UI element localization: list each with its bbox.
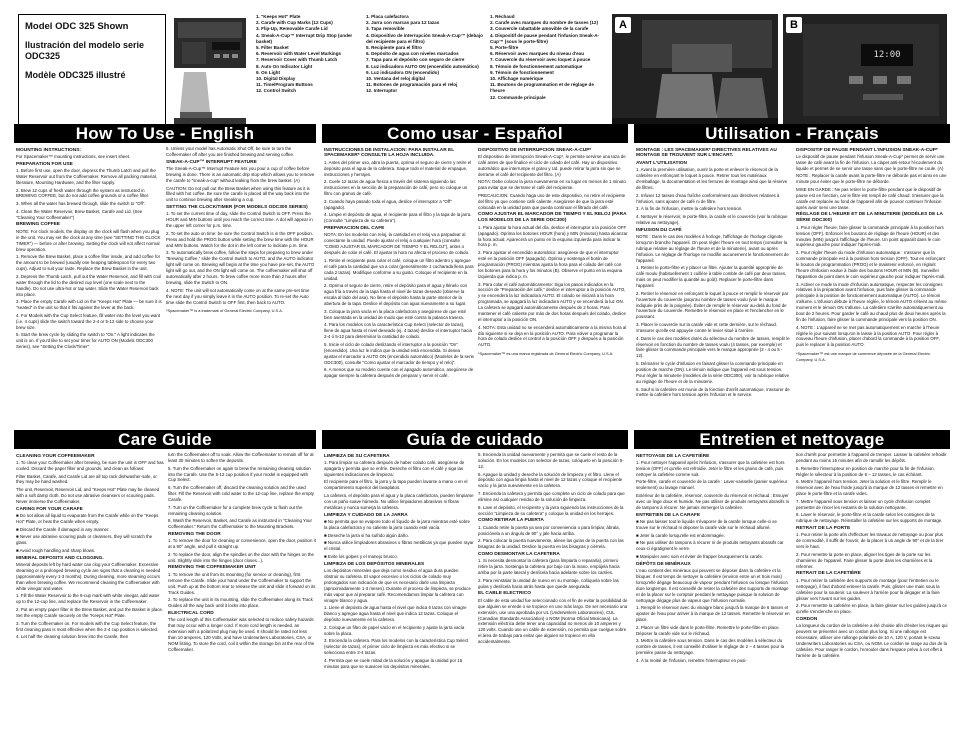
section-heading: COMO AJUSTAR EL MARCADOR DE TIEMPO Y EL RELOJ (PARA LOS MODELOS DE LA SERIE ODC300) bbox=[478, 212, 627, 224]
parts-list-es bbox=[366, 14, 486, 95]
paragraph: 4. Clean the Water Reservoir, Brew Basket, Carafe and Lid. (See "Cleaning Your Coffeemaker") bbox=[16, 208, 143, 220]
part-item: 3. Flip-Up, Removable Carafe Lid bbox=[256, 26, 328, 32]
part-item: 12. Interruptor bbox=[366, 88, 398, 94]
paragraph: ■ Ne pas laisser tout le liquide s'évaporer de la carafe lorsque celle-ci se trouve sur le réchaud ni déposer la carafe vide sur le réchaud allumé. bbox=[636, 518, 777, 530]
paragraph: 3. Coloque la jarra vacía en la placa calefactora y asegúrese de que esté bien asentada en la unidad de modo que esté contra la palanca trasera. bbox=[324, 308, 467, 320]
paragraph: 2. To replace the unit in its mounting, slide the Coffeemaker along its Track Guides all the way back until it locks into place. bbox=[168, 597, 313, 609]
banner-how-fr: Utilisation - Français bbox=[634, 124, 950, 143]
banner-how-es: Como usar - Español bbox=[322, 124, 628, 143]
paragraph: 5. Encienda la unidad nuevamente y permita que se cuele el resto de la solución. En los modelos con selector de tazas, colóquelo en la posición 5-12. bbox=[478, 452, 624, 469]
paragraph: ■ Manipuler avec soin et éviter de frapper brusquement la carafe. bbox=[636, 553, 764, 559]
part-item: 1. "Keeps Hot" Plate bbox=[256, 14, 301, 19]
section-heading: RETRAIT DE LA CAFETIÈRE bbox=[796, 571, 861, 577]
section-heading: INFUSION DU CAFÉ bbox=[636, 227, 682, 233]
paragraph: 1. Retirer le porte-filtre et y placer un filtre. Ajouter la quantité appropriée de café moulu (habituellement 1 cuillère à table comble de café par deux tasses, mais on peut modifier la quantité au goût). Replacer le porte-filtre dans l'appareil. bbox=[636, 265, 787, 289]
section-heading: COMO DESMONTAR LA CAFETERA bbox=[478, 551, 560, 557]
part-item: 11. Botones de programación para el reloj bbox=[366, 82, 458, 88]
paragraph: 3. Place the empty Carafe with Lid on the "Keeps Hot" Plate — be sure it is "seated" in the unit so that it fits against the lever at the back. bbox=[16, 299, 162, 311]
paragraph: 1. Retire el recipiente para colar el café, coloque un filtro adentro y agregue el café para la cantidad que va a colar (generalmente 1 cucharada llena para cada 2 tazas). Modifique conforme a su gusto. Coloque el recipiente en la unidad. bbox=[324, 257, 474, 281]
banner-care-en: Care Guide bbox=[14, 430, 316, 449]
how-es-col2 bbox=[478, 146, 628, 428]
coffeemaker-illustration bbox=[172, 14, 250, 132]
control-panel-illustration bbox=[783, 14, 947, 124]
paragraph: turn the Coffeemaker off to soak. Allow the Coffeemaker to remain off for at least 30 minutes to soften the deposits. bbox=[168, 452, 314, 463]
paragraph: NOTA: Debe colocar la jarra nuevamente en su lugar en menos de 1 minuto para evitar que se derrame el café del recipiente. bbox=[478, 179, 626, 191]
section-heading: COMO RETIRAR LA PUERTA bbox=[478, 518, 544, 524]
paragraph: 2. Brew 12 cups of fresh water through the system as instructed in BREWING COFFEE, but do not add coffee grounds or a coffee filter. bbox=[16, 187, 150, 199]
paragraph: The unit, Reservoir, Reservoir Lid, and "Keeps Hot" Plate may be cleaned with a soft damp cloth. Do not use abrasive cleansers or scouring pads. Never immerse the Coffeemaker. bbox=[16, 487, 160, 504]
paragraph: 2. To replace the door, align the spindles on the door with the hinges on the unit. Slightly slide into the hinges (door closes...). bbox=[168, 551, 314, 563]
paragraph: NOTA: En los modelos con reloj, la cantidad en el reloj va a parpadear al conectarse la unidad. Puede ajustar el reloj a cualquier hora (consulte "COMO AJUSTAR EL MARCADOR DE TIEMPO Y EL RELOJ"), antes o después de colar el café. El ajustar la hora no afecta el proceso de colado. bbox=[324, 232, 470, 256]
part-item: 5. Filter Basket bbox=[256, 45, 289, 51]
paragraph: ■ Never use abrasive scouring pads or cleansers, they will scratch the glass. bbox=[16, 534, 153, 546]
section-heading: ENTRETIEN DE LA CARAFE bbox=[636, 512, 701, 518]
paragraph: 1. To set the current time of day, slide the Control Switch to OFF. Press the HOUR and MIN buttons until you reach the correct time. A dot will appear in the upper left corner for p.m. time. bbox=[166, 211, 313, 229]
paragraph: NOTE: For clock models, the display on the clock will flash when you plug in the unit. You may set the clock at any time (see "SETTING THE CLOCK TIMER") — before or after brewing. Setting the clock will not affect normal brew operation. bbox=[16, 228, 161, 252]
paragraph: 4. Nettoyer le réservoir, le porte-filtre, la carafe et le couvercle (voir la rubrique relative au nettoyage). bbox=[636, 213, 788, 225]
paragraph: 3. When all the water has brewed through, slide the switch to "Off". bbox=[16, 201, 146, 207]
section-heading: MONTAGE : LES SPACEMAKER* DIRECTIVES RELATIVES AU MONTAGE SE TROUVENT SUR L'ENCART. bbox=[636, 147, 777, 159]
paragraph: 6. Unless your model has Automatic Shut Off, be sure to turn the Coffeemaker off after you are finished brewing and serving coffee. bbox=[166, 146, 295, 157]
paragraph: ■ No permita que se evapore todo el líquido de la jarra mientras esté sobre la placa calefactora y no caliente la jarra cuando esté vacía. bbox=[324, 518, 470, 530]
paragraph: 1. Antes del primer uso, abra la puerta, oprima el seguro de cierre y retire el depósito para el agua de la cafetera. Saque todo el material de empaque, instrucciones y herrajes. bbox=[324, 159, 472, 177]
part-item: 10. Digital Display bbox=[256, 76, 296, 82]
paragraph: 6. Apague la unidad y deseche la solución de limpieza y el filtro. Llene el depósito con agua limpia hasta el nivel de 12 tazas y coloque el recipiente vacío y la jarra nuevamente en la cafetera. bbox=[478, 471, 623, 489]
part-item: 6. Depósito de agua con niveles marcados bbox=[366, 51, 459, 57]
paragraph: 1. Pour régler l'heure, faire glisser la commande principale à la position hors tension (OFF). Enfoncer les boutons de réglage de l'heure (HOUR) et des minutes (MIN) jusqu'à l'affichage de l'heure. Un point apparaît dans le coin supérieur gauche pour indiquer l'après-midi. bbox=[796, 224, 944, 248]
paragraph: 1. Fill the Water Reservoir to the 6-cup mark with white vinegar, add water up to the 12-cup line, and replace the Reservoir in the Coffeemaker. bbox=[16, 593, 160, 605]
paragraph: L'eau contient des minéraux qui peuvent se déposer dans la cafetière et la bloquer. Il est temps de nettoyer la cafetière (environ entre un et trois mois) lorsqu'elle dégage beaucoup de vapeur pendant l'infusion ou lorsque l'infusion dure longtemps. Il est conseillé de retirer la cafetière des supports de montage et de la placer sur le comptoir pendant le nettoyage puisque la solution de nettoyage dégage plus de vapeur que l'infusion normale. bbox=[636, 567, 789, 603]
paragraph: 1. Avant la première utilisation, ouvrir la porte et enlever le réservoir de la cafetière en enfonçant le loquet à pouce. Retirer tous les matériaux d'emballage, la documentation et les ferrures de montage ainsi que la réserve de filtres. bbox=[636, 167, 788, 190]
paragraph: ■ Avoid rough handling and sharp blows. bbox=[16, 547, 96, 553]
how-es-col1 bbox=[324, 146, 474, 428]
paragraph: 3. Cuando haya pasado toda el agua, deslice el interruptor a "Off" (apagado). bbox=[324, 198, 452, 210]
paragraph: MISE EN GARDE : Ne pas retirer le porte-filtre pendant que le dispositif de pause est en fonction, car le filtre est rempli de café chaud. S'assurer que la carafe est replacée au fond de l'appareil afin de pouvoir continuer l'infusion après avoir servi une tasse. bbox=[796, 187, 944, 210]
paragraph: 2. Infuser 12 tasses d'eau fraîche conformément aux directives relatives à l'infusion, sans ajouter de café ni de filtre. bbox=[636, 192, 780, 204]
model-title: Model ODC 325 Shown bbox=[25, 21, 129, 32]
paragraph: PRECAUCION: Cuando haga uso de este dispositivo, no retire el recipiente del filtro ya que contiene café caliente. Asegúrese de que la jarra esté colocada en la unidad para que pueda continuar el filtrado del café. bbox=[478, 192, 626, 210]
part-item: 6. Réservoir avec marques du niveau d'eau bbox=[490, 51, 585, 57]
paragraph: 2. Para reinstalar la unidad de nuevo en su montaje, colóquela sobre las guías y deslícela hacia atrás hasta que quede asegurada. bbox=[478, 577, 619, 589]
paragraph: 5. Démarrer le cycle d'infusion en faisant glisser la commande principale en position de marche (ON). Le témoin indique que l'appareil est sous tension. Pour régler la minuterie (modèles de la série ODC300), voir la rubrique relative au réglage de l'heure et de la minuterie. bbox=[636, 361, 790, 384]
paragraph: 3. À la fin de l'infusion, mettre la cafetière hors tension. bbox=[636, 206, 743, 212]
paragraph: 4. NOTA: Esta unidad no se encenderá automáticamente a la misma hora al día siguiente si se deja en la posición AUTO. Para volver a programar la hora de colado deslice el control a la posición OFF y después a la posición AUTO. bbox=[478, 324, 627, 348]
paragraph: 1. Remove the Brew Basket, place a coffee filter inside, and add coffee for the amount to be brewed (usually one heaping tablespoon for every two cups). Adjust to suit your taste. Replace the Brew Basket in the unit. bbox=[16, 254, 161, 272]
section-heading: CLEANING YOUR COFFEEMAKER bbox=[16, 453, 95, 459]
paragraph: 2. Coloque un filtro de papel vacío en el recipiente y ajuste la jarra vacía sobre la placa. bbox=[324, 624, 465, 636]
paragraph: 1. Before first use, open the door, depress the Thumb Latch and pull the Water Reservoir out from the Coffeemaker. Remove all packing material, literature, Mounting Hardware, and the filter supply. bbox=[16, 168, 158, 185]
parts-list-en bbox=[256, 14, 364, 95]
care-es-col2 bbox=[478, 452, 628, 742]
paragraph: 4. Limpie el depósito de agua, el recipiente para el filtro y la tapa de la jarra. (Consulte "Limpieza de su cafetera"). bbox=[324, 212, 472, 224]
part-item: 9. Témoin de fonctionnement bbox=[490, 69, 554, 75]
paragraph: 5. Inicie el ciclo de colado deslizando el interruptor a la posición "On" (encendido). Una luz le indica que la unidad está encendida. Si desea ajustar el marcador a AUTO ON (encendido automático) (Modelos de la serie ODC300), consulte "Como ajustar el marcador de tiempo y el reloj". bbox=[324, 341, 474, 365]
paragraph: 3. Activer ce mode la mode d'infusion automatique, respecter les consignes relatives à la préparation avant l'infusion, puis faire glisser la commande principale à la position de fonctionnement automatique (AUTO). Le témoin s'allume. L'infusion débute à l'heure réglée, le témoin AUTO s'éteint au même moment et le témoin ON s'allume. La cafetière s'arrête automatiquement au bout de 2 heures. Pour garder le café au chaud plus de deux heures après la fin de l'infusion, faire glisser la commande principale vers la position ON. bbox=[796, 281, 947, 322]
section-heading: DÉPÔTS DE MINÉRAUX bbox=[636, 561, 691, 567]
paragraph: 4. Let half the cleaning solution brew into the Carafe, then bbox=[16, 634, 129, 640]
part-item: 7. Couvercle du réservoir avec loquet à pouce bbox=[490, 57, 591, 63]
paragraph: 2. Pour remettre la cafetière en place, la faire glisser sur les guides jusqu'à ce qu'elle s'enclenche en place. bbox=[796, 603, 947, 615]
model-info-box bbox=[18, 14, 166, 132]
care-en-col1 bbox=[16, 452, 164, 742]
section-heading: MINERAL DEPOSITS AND CLOGGING. bbox=[16, 555, 104, 561]
section-heading: DISPOSITIVO DE INTERRUPCION SNEAK-A-CUP* bbox=[478, 147, 592, 153]
paragraph: Le dispositif de pause pendant l'infusion Sneak-A-Cup* permet de servir une tasse de café avant la fin de l'infusion. La clapet anti-retour l'écoulement du liquide et permet de se servir une tasse sans que le porte-filtre ne coule. (A) bbox=[796, 153, 945, 171]
paragraph: 3. Placer le couvercle sur la carafe vide et cette dernière, sur le réchaud. S'assurer qu'elle est appuyée contre le levier situé à l'arrière. bbox=[636, 322, 778, 333]
paragraph: 7. Mettre l'appareil sous tension et laisser un cycle d'infusion complet permettre de rincer les restants de la solution nettoyante. bbox=[796, 498, 931, 510]
section-heading: ELECTRICAL CORD bbox=[168, 610, 214, 616]
paragraph: 6. A menos que su modelo cuente con el apagado automático, asegúrese de apagar siempre la cafetera después de preparar y servir el café. bbox=[324, 367, 474, 379]
paragraph: El dispositivo de interrupción Sneak-A-Cup*, le permite servirse una taza de café antes de que finalice el ciclo de colado del café. Hay un dispositivo automático que interrumpe el goteo y Ud. puede retirar la jarra sin que se derrame el café del recipiente del filtro. (A) bbox=[478, 153, 626, 177]
paragraph: 1. Pour nettoyer l'appareil après l'infusion, s'assurer que la cafetière est hors tension (OFF) et qu'elle est refroidie. Jeter le filtre et les grains de café, puis nettoyer la cafetière comme suit. bbox=[636, 459, 785, 477]
paragraph: El recipiente para el filtro, la jarra y la tapa pueden lavarse a mano o en el compartimiento superior del lavaplatos. bbox=[324, 479, 468, 491]
digital-display: 12:00 bbox=[861, 44, 913, 66]
paragraph: 2. Placer un filtre vide dans le porte-filtre. Remettre le porte-filtre en place. Déposer la carafe vide sur le réchaud. bbox=[636, 624, 780, 636]
paragraph: Filter Basket, Carafe, and Carafe Lid are all top rack dishwasher-safe, or they may be hand washed. bbox=[16, 473, 157, 485]
paragraph: Porte-filtre, carafe et couvercle de la carafe : Laver-vaisselle (panier supérieur seulement) ou lavage manuel. bbox=[636, 479, 788, 491]
banner-care-fr: Entretien et nettoyage bbox=[634, 430, 950, 449]
part-item: 1. Placa calefactora bbox=[366, 14, 409, 19]
section-heading: REMOVING THE COFFEEMAKER UNIT bbox=[168, 565, 256, 571]
paragraph: Los depósitos minerales que deja como residuo el agua dura pueden obstruir su cafetera. El vapor excesivo o los ciclos de colado muy prolongados son indicación de que es necesario darle una limpieza (aproximadamente 1-3 meses). Durante el proceso de limpieza, se produce más vapor que al preparar café. Recomendamos limpiar la cafetera con vinagre blanco y agua. bbox=[324, 567, 471, 603]
section-heading: LIMPIEZA DE LOS DEPÓSITOS MINERALES bbox=[324, 561, 425, 567]
paragraph: La longueur du cordon de la cafetière a été choisie afin d'éviter les risques qui peuvent se présenter avec un cordon plus long. Si une rallonge est nécessaire, utiliser une rallonge polarisée de 10 A, 120 V, portant le sceau Underwriters Laboratories ou CSA, ou NOM. Le cordon se range au dos de la cafetière. Pour ranger le cordon, l'enrouler dans l'espace prévu à cet effet à l'arrière de la cafetière. bbox=[796, 623, 948, 658]
banner-how-en: How To Use - English bbox=[14, 124, 316, 143]
section-heading: SETTING THE CLOCK/TIMER (FOR MODELS ODC300 SERIES) bbox=[166, 205, 308, 211]
paragraph: 5. Remettre l'interrupteur en position de marche pour la fin de l'infusion. Régler le sélecteur à la position de 5 – 12 tasses, le cas échéant. bbox=[796, 465, 935, 477]
part-item: 11. Time/Program Buttons bbox=[256, 82, 313, 88]
paragraph: Extérieur de la cafetière, réservoir, couvercle du réservoir et réchaud : Essuyer avec un linge doux et humide. Ne pas utiliser de produits nettoyants abrasifs ni de tampons à récurer. Ne jamais immerger la cafetière. bbox=[636, 493, 790, 510]
section-heading: LIMPIEZA Y CUIDADO DE LA JARRA bbox=[324, 512, 408, 518]
paragraph: 1. Cuando retire la puerta ya sea por conveniencia o para limpiar, ábrala, posiciónela a un ángulo de 90° y jale hacia arriba. bbox=[478, 524, 620, 536]
paragraph: 1. Pour retirer la porte afin d'effectuer les travaux de nettoyage ou pour plus de commodité, il suffit de l'ouvrir, de la placer à un angle de 90° et de la tirer vers le haut. bbox=[796, 532, 944, 550]
paragraph: 3. To automatically brew coffee, follow the steps for preparing to brew under "Brewing Coffee," slide the Control Switch to AUTO, and the AUTO indicator light will come on. Brewing will begin at the time you have pre-set, the AUTO light will go out, and the ON light will come on. The coffeemaker will shut off automatically after 2 hours. To brew coffee more more than 2 hours after brewing, slide the Switch to ON. bbox=[166, 250, 315, 286]
paragraph: ■ Nunca utilice limpiadores abrasivos o fibras metálicas ya que pueden rayar el cristal. bbox=[324, 540, 474, 552]
part-item: 10. Ventana del reloj digital bbox=[366, 76, 425, 82]
care-es-col1 bbox=[324, 452, 474, 742]
paragraph: ■ Jeter la carafe lorsqu'elle est endommagée. bbox=[636, 532, 725, 538]
paragraph: 2. Put an empty paper filter in the Brew Basket, and put the Basket in place. Set the empty Carafe securely on the "Keeps Hot" Plate. bbox=[16, 607, 164, 618]
section-heading: BREWING COFFEE bbox=[16, 222, 60, 228]
model-title-es: Ilustración del modelo serie ODC325 bbox=[25, 40, 145, 61]
paragraph: 1. To remove the unit from its mounting (for service or cleaning), first remove the Carafe. Slide your hand under the Coffeemaker to support the unit. Push up at the bottom rear to release the unit and slide it forward on its Track Guides. bbox=[168, 571, 316, 595]
footnote: *Spacemaker™ es una marca registrada de General Electric Company, U.S.A. bbox=[478, 351, 614, 357]
section-heading: CARING FOR YOUR CARAFE bbox=[16, 506, 83, 512]
paragraph: 7. Encienda la cafetera y permita que complete un ciclo de colado para que elimine así cualquier residuo de la solución de limpieza. bbox=[478, 491, 625, 502]
paragraph: 4. À la moitié de l'infusion, remettre l'interrupteur en posi- bbox=[636, 657, 747, 663]
part-item: 9. Luz indicadora ON (encendido) bbox=[366, 69, 439, 75]
figure-a-badge: A bbox=[615, 17, 631, 33]
part-item: 4. Sneak-A-Cup™ Interrupt Drip Stop (under basket) bbox=[256, 32, 353, 44]
part-item: 7. Tapa para el depósito con seguro de cierre bbox=[366, 57, 465, 63]
part-item: 6. Reservoir with Water Level Markings bbox=[256, 51, 342, 57]
part-item: 4. Dispositif de pause pendant l'infusion Sneak-A-Cup™ (sous le porte-filtre) bbox=[490, 32, 600, 44]
part-item: 1. Réchaud bbox=[490, 14, 515, 19]
part-item: 8. Témoin de fonctionnement automatique bbox=[490, 63, 583, 69]
paragraph: The Sneak-A-Cup™ Interrupt Feature lets you pour a cup of coffee before brewing is done. There is an automatic drip stop which allows you to remove the carafe to "sneak-a-cup" without leaking from the brew basket. (A) bbox=[166, 166, 315, 183]
paragraph: 4. For Models with the Cup Select feature, fill water into the level you want (i.e. 4 cups) slide the switch toward the 2-4 or 5-12 side to choose your brew size. bbox=[16, 312, 160, 330]
paragraph: tion d'arrêt pour permettre à l'appareil de tremper. Laisser la cafetière refroidir pendant au moins 15 minutes afin de ramollir les dépôts. bbox=[796, 452, 947, 463]
paragraph: 3. Mettre la cafetière sous tension. Dans le cas des modèles à sélecteur du nombre de tasses, il est conseillé d'utiliser le réglage de 2 – 4 tasses pour la première passe du nettoyage. bbox=[636, 638, 785, 656]
sneak-a-cup-illustration bbox=[612, 14, 778, 124]
part-item: 12. Commande principale bbox=[490, 94, 546, 100]
figure-a bbox=[612, 14, 778, 124]
part-item: 8. Auto On Indicator Light bbox=[256, 63, 313, 69]
banner-care-es: Guía de cuidado bbox=[322, 430, 628, 449]
paragraph: 8. Laver le réservoir, le porte-filtre et la carafe selon les consignes de la rubrique de nettoyage. Réinstaller la cafetière sur les supports de montage. bbox=[796, 512, 943, 524]
part-item: 5. Porte-filtre bbox=[490, 45, 519, 51]
paragraph: ■ Discard the Carafe if damaged in any manner. bbox=[16, 526, 110, 532]
paragraph: 4. NOTE: The unit will not automatically come on at the same pre-set time the next day if you simply leave it in the AUTO position. To re-set the Auto time slide the Control Switch to OFF first, then back to AUTO. bbox=[166, 287, 310, 305]
care-fr-col2 bbox=[796, 452, 948, 742]
paragraph: 2. Oprima el seguro de cierre, retire el depósito para el agua y llénelo con agua fría a través de la tapa hasta el nivel de tazas deseado (observe la escala al lado del asa). No llene el depósito hasta la parte interior de la abertura de la tapa. Deslice el depósito con agua nuevamente a su lugar. bbox=[324, 283, 468, 307]
section-heading: LIMPIEZA DE SU CAFETERA bbox=[324, 453, 390, 459]
part-item: 2. Jarra con marcas para 12 tazas bbox=[366, 20, 440, 26]
paragraph: 4. Para los modelos con la característica Cup Select (selector de tazas), llene de agua hasta el nivel deseado (ej. 4 tazas) deslice el interruptor hacia 2-4 ó 5-12 para determinar la cantidad de colado. bbox=[324, 322, 472, 340]
paragraph: 8. Lave el depósito, el recipiente y la jarra siguiendo las instrucciones de la sección "Limpieza de su cafetera" y coloque la unidad en los herrajes. bbox=[478, 504, 624, 516]
care-en-col2 bbox=[168, 452, 316, 742]
paragraph: 4. Dans le cas des modèles dotés du sélecteur du nombre de tasses, remplir le réservoir en fonction du nombre de tasses voulu (4 tasses, par exemple) et faire glisser la commande principale vers le marque appropriée (2 - 4 ou 5 - 12). bbox=[636, 335, 790, 359]
paragraph: 1. Remplir le réservoir avec du vinaigre blanc jusqu'à la marque de 6 tasses et ajouter de l'eau pour arriver à la marque de 12 tasses. Remettre le réservoir en place. bbox=[636, 605, 790, 623]
paragraph: 1. Si necesita desmontar la cafetera (para limpiarla o repararla), primero retire la jarra. Sostenga la cafetera por bajo con la mano, empújela hacia arriba por la parte lateral y deslícela hacia adelante sobre los carriles. bbox=[478, 558, 620, 576]
paragraph: NOTE : Replacer la carafe avant la porte-filtre ne déborde pas et ainsi en une minute pour éviter que le porte-filtre ne déborde. bbox=[796, 173, 947, 185]
section-heading: DISPOSITIF DE PAUSE PENDANT L'INFUSION SNEAK-A-CUP* bbox=[796, 147, 938, 153]
parts-list-fr bbox=[490, 14, 608, 101]
footnote: *Spacemaker™ est une marque de commerce déposée de la General Electric Company, U.S.A. bbox=[796, 351, 931, 363]
section-heading: MOUNTING INSTRUCTIONS: bbox=[16, 147, 82, 153]
paragraph: 4. NOTE : L'appareil ne se met pas automatiquement en marche à l'heure réglée le jour suivant lorsqu'on le laisse à la position AUTO. Pour régler à nouveau l'heure d'infusion, placer d'abord la commande à la position OFF, puis le replacer à la position AUTO. bbox=[796, 324, 940, 348]
section-heading: CORDON bbox=[796, 616, 818, 622]
part-item: 8. Luz indicadora AUTO ON (encendido automático) bbox=[366, 63, 479, 69]
paragraph: 6. Sauf si la cafetière est munie de la fonction d'arrêt automatique, s'assurer de mettre la cafetière hors tension après l'infusion et le service. bbox=[636, 386, 790, 398]
paragraph: 2. Pour remettre la porte en place, aligner les tiges de la porte sur les charnières de l'appareil. Faire glisser la porte dans les charnières et la refermer. bbox=[796, 551, 933, 569]
paragraph: 1. To clean your Coffeemaker after brewing, be sure the unit is OFF and has cooled. Discard the paper filter and grounds, and clean as follows: bbox=[16, 459, 164, 471]
paragraph: NOTE : Dans le cas des modèles à horloge, l'affichage de l'horloge clignote lorsqu'on branche l'appareil. On peut régler l'heure en tout temps (consulter la rubrique relative au réglage de l'heure et de la minuterie), avant ou après l'infusion. Le réglage de l'horloge ne modifie aucunement le fonctionnement de l'appareil. bbox=[636, 233, 789, 263]
paragraph: El cable de esta unidad fue seleccionado con el fin de evitar la posibilidad de que alguien se enrede o se tropiece en uno más largo. De ser necesario una extensión, use una aprobada por UL (Underwriters Laboratories), CUL (Canadian Standards Association) o NOM (Norma Oficial Mexicana). La extensión eléctrica debe tener una capacidad no menos de 10 amperes y 120 volts. Cuando use un cable de extensión, no permita que cuelgue sobre el área de trabajo para evitar que alguien se tropiece en ella accidentalmente. bbox=[478, 597, 628, 645]
part-item: 2. Carafe with Cup Marks (12 Cups) bbox=[256, 20, 333, 26]
section-heading: RETRAIT DE LA PORTE bbox=[796, 525, 851, 531]
how-fr-col1 bbox=[636, 146, 790, 428]
part-item: 12. Control Switch bbox=[256, 88, 297, 94]
paragraph: 2. Para colocar la puerta nuevamente, alinee las guías de la puerta con las bisagras de la unidad. Deslice la puerta en las bisagras y ciérrela. bbox=[478, 538, 624, 550]
paragraph: Mineral deposits left by hard water can clog your Coffeemaker. Excessive steaming or a prolonged brewing cycle are signs that a cleaning is needed (approximately every 1-3 months). During cleaning, more steaming occurs than when brewing coffee. We recommend cleaning the Coffeemaker with white vinegar and water. bbox=[16, 562, 161, 591]
paragraph: 3. Encienda la cafetera. Para los modelos con la característica Cup Select (selector de tazas), el primer ciclo de limpieza es más efectivo si se selecciona entre 2-4 tazas. bbox=[324, 638, 469, 656]
paragraph: 1. To remove the door for cleaning or convenience, open the door, position it at a 90° angle, and pull it straight up. bbox=[168, 538, 316, 550]
part-item: 3. Tapa removible bbox=[366, 26, 405, 32]
paragraph: 6. Mettre l'appareil hors tension. Jeter la solution et le filtre. Remplir le réservoir avec de l'eau froide jusqu'à la marque de 12 tasses et remettre en place le porte-filtre et la carafe vides. bbox=[796, 479, 943, 497]
paragraph: 6. Turn the Coffeemaker off, discard the cleaning solution and the used filter. Fill the Reservoir with cold water to the 12-cup line, replace the empty Carafe. bbox=[168, 485, 314, 502]
paragraph: 1. Para limpiar su cafetera después de haber colado café, asegúrese de apagarla y permita que se enfríe. Deseche el filtro con el café y siga las siguientes indicaciones de limpieza: bbox=[324, 459, 465, 477]
paragraph: 1. Llene el depósito de agua hasta el nivel que indica 6 tazas con vinagre blanco y agregue agua hasta el nivel que indica 12 tazas. Coloque el depósito nuevamente en la cafetera. bbox=[324, 605, 467, 623]
paragraph: 2. To set the auto on time: be sure the Control Switch is in the OFF position. Press and hold the PROG button while setting the brew time with the HOUR and MIN buttons. Watch for the dot in the left corner to indicate p.m. time. bbox=[166, 230, 314, 248]
paragraph: 2. Cuele 12 tazas de agua fresca a través del sistema siguiendo las instrucciones en la sección de la preparación de café, pero no coloque un filtro con granos de café. bbox=[324, 179, 468, 197]
figure-b bbox=[783, 14, 947, 124]
figure-b-badge: B bbox=[786, 17, 802, 33]
section-heading: REMOVING THE DOOR bbox=[168, 531, 221, 537]
paragraph: CAUTION: Do not pull out the Brew Basket when using this feature as it is filled with hot coffee. Be sure the carafe is placed all the way back into the unit to continue brewing after sneaking a cup. bbox=[166, 185, 310, 203]
how-en-col1 bbox=[16, 146, 162, 428]
part-item: 4. Dispositivo de interrupción Sneak-A-Cup™ (debajo del recipiente para el filtro) bbox=[366, 32, 483, 44]
paragraph: ■ Deseche la jarra si ha sufrido algún daño. bbox=[324, 532, 409, 538]
section-heading: PREPARATION FOR USE bbox=[16, 161, 73, 167]
section-heading: AVANT L'UTILISATION bbox=[636, 160, 687, 166]
paragraph: 1. Pour retirer la cafetière des supports de montage (pour l'entretien ou le nettoyage), il faut d'abord enlever la carafe. Puis, glisser une main sous la cafetière pour la soutenir. La soulever à l'arrière pour la dégager et la faire glisser vers l'avant sur les guides. bbox=[796, 577, 940, 601]
section-heading: NETTOYAGE DE LA CAFETIÈRE bbox=[636, 453, 710, 459]
care-fr-col1 bbox=[636, 452, 790, 742]
paragraph: 4. Permita que se cuele mitad de la solución y apague la unidad por 15 minutos para que se suavicen los depósitos minerales. bbox=[324, 657, 463, 669]
part-item: 7. Reservoir Cover with Thumb Latch bbox=[256, 57, 338, 63]
paragraph: 8. Wash the Reservoir, Basket, and Carafe as instructed in "Cleaning Your Coffeemaker." Return the Coffeemaker to the Mounting Brackets. bbox=[168, 518, 312, 530]
paragraph: ■ Do not allow all liquid to evaporate from the Carafe while on the "Keeps Hot" Plate, or heat the Carafe when empty. bbox=[16, 513, 159, 524]
section-heading: PREPARACION DEL CAFE bbox=[324, 226, 385, 232]
part-item: 11. Boutons de programmation et de réglage de l'heure bbox=[490, 82, 594, 94]
paragraph: 2. Pour régler l'heure du mode d'infusion automatique : s'assurer que la commande principale est à la position hors tension (OFF). Tout en enfonçant le bouton de programmation (PROG) et le maintenir enfoncé, en réglant l'heure d'infusion voulue à l'aide des boutons HOUR et MIN (B). Surveiller l'apparition du point dans le coin supérieur gauche pour indiquer l'après-midi. bbox=[796, 250, 946, 279]
how-en-col2 bbox=[166, 146, 316, 428]
part-item: 10. Affichage numérique bbox=[490, 76, 544, 82]
paragraph: 3. Turn the Coffeemaker on. For models with the Cup Select feature, the first cleaning pass is most effective when the 2-4 cup position is selected. bbox=[16, 620, 159, 632]
paragraph: 5. Turn the Coffeemaker on again to brew the remaining cleaning solution into the Carafe. Use the 5-12 cup position if your model is equipped with Cup Select. bbox=[168, 465, 311, 483]
how-fr-col2 bbox=[796, 146, 948, 428]
paragraph: ■ Ne pas utiliser de tampons à récurer ni de produits nettoyants abrasifs car ceux-ci égratignent le verre. bbox=[636, 540, 784, 552]
part-item: 9. On Light bbox=[256, 69, 280, 75]
paragraph: The cord length of this Coffeemaker was selected to reduce safety hazards that may occur with a longer cord. If more cord length is needed, an extension with a polarized plug may be used. It should be rated not less than 10 amperes, 120 Volts, and have Underwriters Laboratories, CSA, or NOM listing. To store the cord, coil it within the storage bin at the rear of the Coffeemaker. bbox=[168, 617, 315, 652]
paragraph: ■ Evite los golpes y el manejo brusco. bbox=[324, 553, 398, 559]
paragraph: 7. Turn on the Coffeemaker for a complete brew cycle to flush out the remaining cleaning solution. bbox=[168, 504, 303, 516]
model-title-fr: Modèle ODC325 illustré bbox=[25, 70, 126, 80]
paragraph: 5. Start the brew cycle by sliding the switch to "On." A light indicates the unit is on. If you'd like to set your timer for AUTO ON (Models ODC300 Series), see "Setting the Clock/Timer" bbox=[16, 332, 155, 350]
part-item: 2. Carafe avec marques du nombre de tasses (12) bbox=[490, 20, 599, 26]
product-photo bbox=[172, 14, 250, 132]
paragraph: For Spacemaker™ mounting instructions, see insert sheet. bbox=[16, 153, 131, 159]
paragraph: 2. Depress the Thumb Latch, pull out the Water Reservoir, and fill with cool water through the lid to the desired cup level (one scale next to the handle). Do not use ultra-hot or tap water. Slide the Water Reservoir back into place. bbox=[16, 273, 162, 297]
section-heading: RÉGLAGE DE L'HEURE ET DE LA MINUTERIE (MODÈLES DE LA SÉRIE ODC300) bbox=[796, 212, 943, 224]
section-heading: EL CABLE ELECTRICO bbox=[478, 591, 531, 597]
part-item: 5. Recipiente para el filtro bbox=[366, 45, 422, 51]
part-item: 3. Couvercle rabattable amovible de la carafe bbox=[490, 26, 589, 32]
section-heading: SNEAK-A-CUP™ INTERRUPT FEATURE bbox=[166, 159, 257, 165]
section-heading: INSTRUCCIONES DE INSTALACION: PARA INSTALAR EL SPACEMAKER* CONSULTE LA HOJA INCLUIDA. bbox=[324, 147, 455, 159]
paragraph: La cafetera, el depósito para el agua y la placa calefactora, pueden limpiarse con un paño suave húmedo. No utilice limpiadores abrasivos ni fibras metálicas y nunca sumerja la cafetera. bbox=[324, 493, 474, 510]
paragraph: 2. Retirer le réservoir en enfonçant le loquet à pouce et remplir le réservoir par l'ouverture du couvercle jusqu'au nombre de tasses voulu (voir le marque indiquée près de la poignée). Éviter de remplir le réservoir au-delà du fond de l'ouverture du couvercle. Remettre le réservoir en place et l'enclencher en le poussant. bbox=[636, 290, 789, 320]
paragraph: 2. Para ajustar el encendido automático: asegúrese de que el interruptor esté en la posición OFF (apagado). Oprima y sostenga el botón de programación (PROG) mientras ajusta la hora para el colado del café con los botones para la hora y los minutos (B). Observe el punto en la esquina izquierda que indica p. m. bbox=[478, 250, 623, 279]
paragraph: 3. Para colar el café automáticamente: Siga los pasos indicados en la sección de "Preparación del café," deslice el interruptor a la posición AUTO, y se encenderá la luz indicadora AUTO. El colado se iniciará a la hora programada, se apagará la luz indicadora AUTO y se encenderá la luz ON. La cafetera se apagará automáticamente después de 2 horas. Para mantener el café caliente por más de dos horas después del colado, deslice el interruptor a la posición ON. bbox=[478, 281, 626, 322]
paragraph: 1. Para ajustar la hora actual del día, deslice el interruptor a la posición OFF (apagado). Oprima los botones HOUR (hora) y MIN (minutos) hasta alcanzar la hora actual. Aparecerá un punto en la esquina izquierda para indicar la hora p. m. bbox=[478, 224, 628, 248]
footnote: *Spacemaker™ is a trademark of General Electric Company, U.S.A. bbox=[166, 308, 283, 314]
